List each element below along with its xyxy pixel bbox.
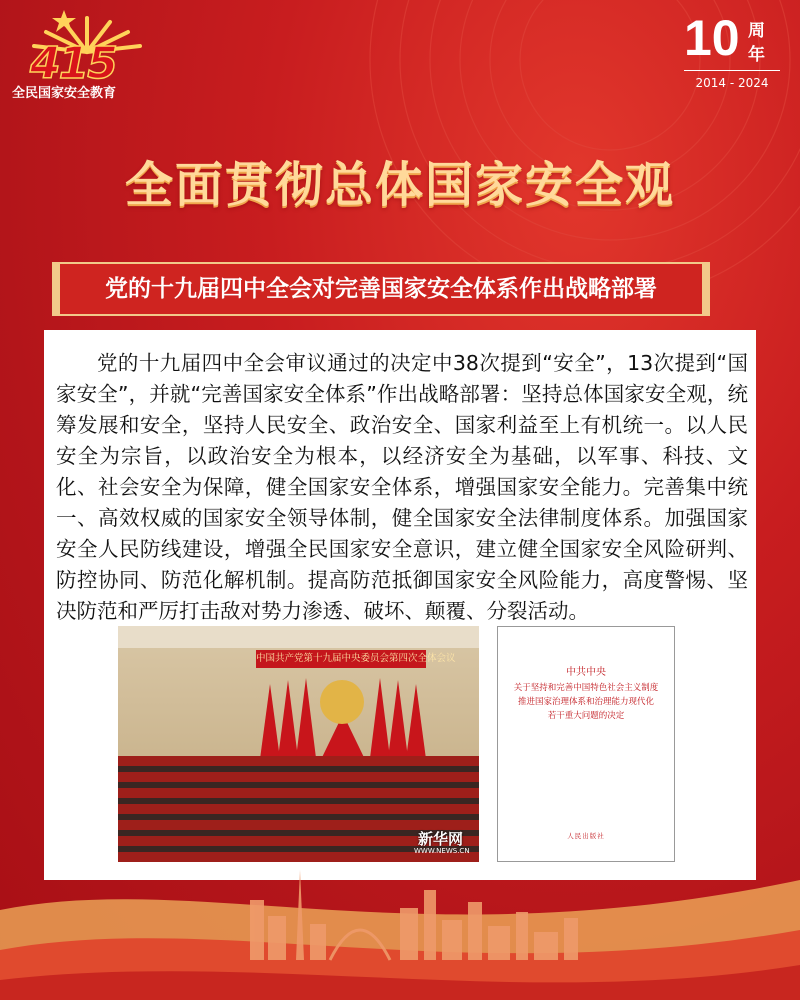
document-line-3: 推进国家治理体系和治理能力现代化 bbox=[517, 697, 654, 707]
anniversary-years: 2014 - 2024 bbox=[695, 76, 769, 90]
document-publisher: 人民出版社 bbox=[567, 832, 605, 840]
logo-subtitle: 全民国家安全教育 bbox=[12, 86, 117, 101]
anniversary-char-nian: 年 bbox=[748, 45, 765, 65]
document-line-1: 中共中央 bbox=[566, 667, 606, 678]
subtitle-bar bbox=[58, 262, 704, 316]
subtitle-text: 党的十九届四中全会对完善国家安全体系作出战略部署 bbox=[105, 276, 657, 302]
meeting-photo bbox=[118, 626, 479, 862]
photo-watermark: 新华网 bbox=[418, 830, 464, 848]
logo-415 bbox=[12, 8, 162, 100]
photo-watermark-url: WWW.NEWS.CN bbox=[414, 847, 470, 855]
anniversary-char-zhou: 周 bbox=[748, 21, 765, 41]
document-line-2: 关于坚持和完善中国特色社会主义制度 bbox=[513, 683, 659, 693]
body-paragraph: 党的十九届四中全会审议通过的决定中38次提到“安全”，13次提到“国家安全”，并就“完善国家安全体系”作出战略部署：坚持总体国家安全观，统筹发展和安全，坚持人民安全、政治安全、国家利益至上有机统一。以人民安全为宗旨，以政治安全为根本，以经济安全为基础，以军事、科技、文化、社会安全为保障，健全国家安全体系，增强国家安全能力。完善集中统一、高效权威的国家安全领导体制，健全国家安全法律制度体系。加强国家安全人民防线建设，增强全民国家安全意识，建立健全国家安全风险研判、防控协同、防范化解机制。提高防范抵御国家安全风险能力，高度警惕、坚决防范和严厉打击敌对势力渗透、破坏、颠覆、分裂活动。 bbox=[56, 351, 748, 623]
photo-banner: 中国共产党第十九届中央委员会第四次全体会议 bbox=[256, 650, 426, 668]
document-cover bbox=[497, 626, 675, 862]
skyline-decoration bbox=[0, 840, 800, 1000]
anniversary-number: 10 bbox=[684, 10, 740, 66]
anniversary-badge bbox=[684, 10, 780, 92]
document-line-4: 若干重大问题的决定 bbox=[547, 711, 625, 721]
anniversary-divider bbox=[684, 70, 780, 71]
page-title: 全面贯彻总体国家安全观 bbox=[124, 157, 675, 213]
party-emblem-icon bbox=[320, 680, 364, 724]
logo-number: 415 bbox=[30, 38, 116, 89]
photo-ceiling bbox=[118, 626, 479, 648]
